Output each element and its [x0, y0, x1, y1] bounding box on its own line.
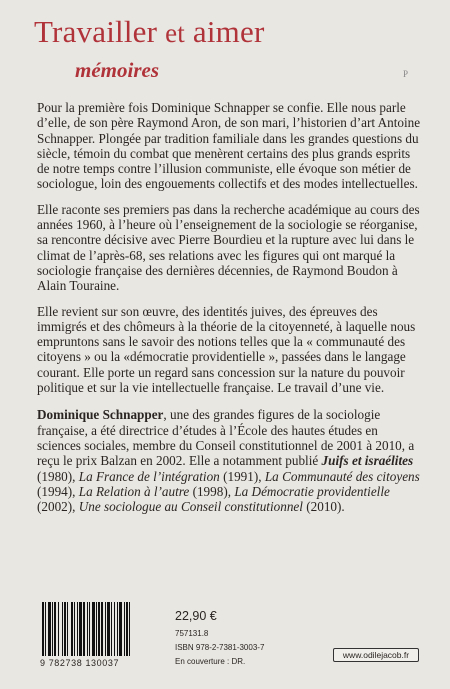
barcode-bar	[64, 602, 66, 656]
barcode-bar	[77, 602, 78, 656]
barcode-bar	[54, 602, 56, 656]
barcode-bar	[71, 602, 73, 656]
book-ref: La Démocratie providentielle	[234, 483, 390, 499]
bio-text: (2002),	[37, 499, 79, 515]
book-title	[34, 14, 264, 50]
barcode-bar	[87, 602, 88, 656]
book-ref: La Relation à l’autre	[78, 483, 190, 499]
barcode	[40, 602, 156, 668]
author-name: Dominique Schnapper	[37, 407, 164, 423]
barcode-bar	[52, 602, 53, 656]
barcode-bar	[58, 602, 59, 656]
barcode-bar	[114, 602, 115, 656]
barcode-bar	[62, 602, 63, 656]
barcode-bar	[67, 602, 68, 656]
bio-text: , une des grandes figures de la sociologie française, a été directrice d’études à l’École des hautes études en sciences sociales, membre du Conseil constitutionnel de 2001 à 2010, a reçu le prix Balzan en 2002. Elle a notamment publié	[37, 407, 415, 469]
bio-text: (2010).	[302, 499, 345, 515]
blurb	[37, 100, 423, 524]
blurb-paragraph-2: Elle raconte ses premiers pas dans la recherche académique au cours des années 1960, à l’heure où l’enseignement de la sociologie se réorganise, sa rencontre décisive avec Pierre Bourdieu et la rupture avec lui dans le climat de l’après-68, ses relations avec les figures qui ont marqué la sociologie française des dernières décennies, de Raymond Boudon à Alain Touraine.	[37, 201, 420, 294]
barcode-bar	[129, 602, 130, 656]
author-bio	[37, 407, 423, 514]
price: 22,90 €	[175, 609, 217, 623]
barcode-bar	[74, 602, 75, 656]
barcode-bar	[119, 602, 122, 656]
bio-text: (1994),	[37, 483, 79, 499]
book-ref: Juifs et israélites	[321, 453, 414, 469]
cover-credit: En couverture : DR.	[175, 657, 246, 666]
barcode-bar	[96, 602, 97, 656]
barcode-bar	[98, 602, 100, 656]
book-ref: La Communauté des citoyens	[264, 468, 420, 484]
bio-text: (1991),	[219, 468, 265, 484]
barcode-bar	[45, 602, 46, 656]
barcode-bar	[105, 602, 106, 656]
barcode-bar	[92, 602, 95, 656]
blurb-paragraph-3: Elle revient sur son œuvre, des identités juives, des épreuves des immigrés et des chômeurs à la théorie de la citoyenneté, à laquelle nous empruntons sans le savoir des notions telles que la « communauté des citoyens » ou la «démocratie providentielle », passées dans le langage courant. Elle porte un regard sans concession sur la nature du pouvoir politique et sur la vie intellectuelle française. Le travail d’une vie.	[37, 303, 416, 396]
corner-mark: P	[403, 69, 409, 79]
barcode-bar	[79, 602, 82, 656]
publisher-website[interactable]: www.odilejacob.fr	[333, 648, 419, 662]
barcode-bars	[40, 602, 156, 658]
title-word-3: aimer	[192, 14, 265, 49]
isbn: ISBN 978-2-7381-3003-7	[175, 643, 265, 652]
barcode-bar	[117, 602, 118, 656]
title-word-1: Travailler	[34, 14, 158, 49]
barcode-bar	[126, 602, 128, 656]
blurb-paragraph-1: Pour la première fois Dominique Schnapper se confie. Elle nous parle d’elle, de son père Raymond Aron, de son mari, l’historien d’art Antoine Schnapper. Plongée par tradition familiale dans les grandes questions du siècle, témoin du combat que menèrent certains des plus grands esprits de notre temps contre l’illusion communiste, elle évoque son métier de sociologue, loin des engouements collectifs et des modes intellectuelles.	[37, 100, 421, 192]
title-word-2: et	[165, 18, 185, 48]
book-subtitle: mémoires	[75, 58, 159, 82]
barcode-bar	[107, 602, 110, 656]
barcode-bar	[101, 602, 103, 656]
barcode-bar	[111, 602, 112, 656]
barcode-bar	[42, 602, 44, 656]
book-ref: Une sociologue au Conseil constitutionnel	[78, 499, 303, 515]
barcode-bar	[83, 602, 85, 656]
product-code: 757131.8	[175, 629, 209, 638]
barcode-number: 9 782738 130037	[40, 658, 120, 668]
barcode-bar	[48, 602, 51, 656]
barcode-bar	[89, 602, 90, 656]
barcode-bar	[124, 602, 125, 656]
bio-text: (1980),	[37, 468, 79, 484]
bio-text: (1998),	[189, 483, 235, 499]
book-ref: La France de l’intégration	[78, 468, 220, 484]
